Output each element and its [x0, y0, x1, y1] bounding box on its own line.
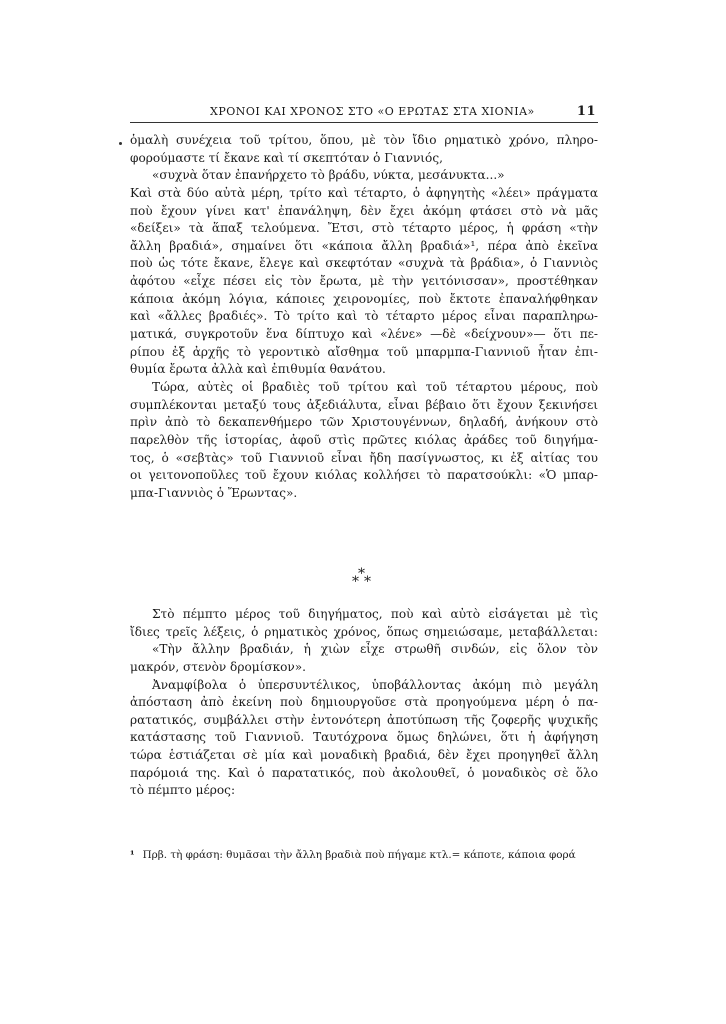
- text-line: Ἀναμφίβολα ὁ ὑπερσυντέλικος, ὑποβάλλοντας ἀκόμη πιὸ μεγάλη: [152, 677, 598, 692]
- text-line: ποὺ ὡς τότε ἔκανε, ἔλεγε καὶ σκεφτόταν «συχνὰ τὰ βράδια», ὁ Γιαννιὸς: [130, 256, 598, 271]
- section-one-text: [130, 132, 598, 502]
- footnote-mark: ¹: [130, 849, 135, 861]
- text-line: «δείξει» τὰ ἅπαξ τελούμενα. Ἔτσι, στὸ τέταρτο μέρος, ἡ φράση «τὴν: [130, 221, 598, 236]
- asterisk: *: [364, 574, 371, 590]
- text-line: Στὸ πέμπτο μέρος τοῦ διηγήματος, ποὺ καὶ αὐτὸ εἰσάγεται μὲ τὶς: [152, 607, 598, 621]
- text-line: ἴδιες τρεῖς λέξεις, ὁ ρηματικὸς χρόνος, ὅπως σημειώσαμε, μεταβάλλεται:: [130, 624, 598, 639]
- section-break-asterism: [350, 568, 380, 590]
- text-line: παρελθὸν τῆς ἱστορίας, ἀφοῦ στὶς πρῶτες κιόλας ἀράδες τοῦ διηγήμα-: [130, 432, 598, 447]
- text-line: φορούμαστε τί ἔκανε καὶ τί σκεπτόταν ὁ Γιαννιός,: [130, 150, 443, 165]
- text-line: ρατατικός, συμβάλλει στὴν ἐντονότερη ἀποτύπωση τῆς ζοφερῆς ψυχικῆς: [130, 712, 598, 727]
- quotation-line: μακρόν, στενὸν δρομίσκον».: [130, 659, 307, 674]
- text-line: πρὶν ἀπὸ τὸ δεκαπενθήμερο τῶν Χριστουγέννων, δηλαδή, ἀνήκουν στὸ: [130, 415, 598, 430]
- text-line: καὶ «ἄλλες βραδιές». Τὸ τρίτο καὶ τὸ τέταρτο μέρος εἶναι παραπληρω-: [130, 309, 598, 324]
- quotation-line: «συχνὰ ὅταν ἐπανήρχετο τὸ βράδυ, νύκτα, μεσάνυκτα...»: [152, 168, 505, 183]
- text-line: κατάστασης τοῦ Γιαννιοῦ. Ταυτόχρονα ὅμως δηλώνει, ὅτι ἡ ἀφήγηση: [130, 730, 598, 745]
- asterisk: *: [358, 566, 365, 582]
- text-line: Τώρα, αὐτὲς οἱ βραδιὲς τοῦ τρίτου καὶ τοῦ τέταρτου μέρους, ποὺ: [152, 379, 598, 394]
- text-line: τώρα ἑστιάζεται σὲ μία καὶ μοναδικὴ βραδιά, δὲν ἔχει προηγηθεῖ ἄλλη: [130, 748, 598, 763]
- quotation-line: «Τὴν ἄλλην βραδιάν, ἡ χιὼν εἶχε στρωθῆ σινδών, εἰς ὅλον τὸν: [152, 642, 598, 657]
- text-line: Καὶ στὰ δύο αὐτὰ μέρη, τρίτο καὶ τέταρτο, ὁ ἀφηγητὴς «λέει» πράγματα: [130, 185, 598, 200]
- text-line: παρόμοιά της. Καὶ ὁ παρατατικός, ποὺ ἀκολουθεῖ, ὁ μοναδικὸς σὲ ὅλο: [130, 765, 598, 780]
- footnote: [130, 849, 600, 861]
- asterisk: *: [352, 574, 359, 590]
- text-line: συμπλέκονται μεταξύ τους ἀξεδιάλυτα, εἶναι βέβαιο ὅτι ἔχουν ξεκινήσει: [130, 397, 598, 412]
- running-title: ΧΡΟΝΟΙ ΚΑΙ ΧΡΟΝΟΣ ΣΤΟ «Ο ΕΡΩΤΑΣ ΣΤΑ ΧΙΟΝΙΑ»: [210, 105, 535, 118]
- running-header: [130, 104, 596, 122]
- text-line: τὸ πέμπτο μέρος:: [130, 783, 236, 798]
- footnote-text: Πρβ. τὴ φράση: θυμᾶσαι τὴν ἄλλη βραδιὰ ποὺ πήγαμε κτλ.= κάποτε, κάποια φορά: [142, 849, 576, 861]
- header-rule: [130, 122, 598, 123]
- section-two-text: [130, 606, 598, 800]
- text-line: ματικά, συγκροτοῦν ἕνα δίπτυχο καὶ «λένε» —δὲ «δείχνουν»— ὅτι πε-: [130, 327, 598, 342]
- text-line: κάποια ἀκόμη λόγια, κάποιες χειρονομίες, ποὺ ἔκτοτε ἐπαναλήφθηκαν: [130, 291, 598, 306]
- page-number: 11: [576, 104, 596, 119]
- text-line: μπα-Γιαννιὸς ὁ Ἔρωντας».: [130, 485, 298, 500]
- text-line: θυμία ἔρωτα ἀλλὰ καὶ ἐπιθυμία θανάτου.: [130, 362, 386, 377]
- text-line: οι γειτονοποῦλες τοῦ ἔχουν κιόλας κολλήσει τὸ παρατσούκλι: «Ὁ μπαρ-: [130, 468, 598, 483]
- text-line: τος, ὁ «σεβτὰς» τοῦ Γιαννιοῦ εἶναι ἤδη πασίγνωστος, κι ἐξ αἰτίας του: [130, 450, 598, 465]
- text-line: ρίπου ἐξ ἀρχῆς τὸ γεροντικὸ αἴσθημα τοῦ μπαρμπα-Γιαννιοῦ ἦταν ἐπι-: [130, 344, 598, 359]
- text-line: ἀπόσταση ἀπὸ ἐκείνη ποὺ δημιουργοῦσε στὰ προηγούμενα μέρη ὁ πα-: [130, 695, 598, 710]
- text-line: ποὺ ἔχουν γίνει κατ' ἐπανάληψη, δὲν ἔχει ἀκόμη φτάσει στὸ νὰ μᾶς: [130, 203, 598, 218]
- text-line: ἀφότου «εἶχε πέσει εἰς τὸν ἔρωτα, μὲ τὴν γειτόνισσαν», προστέθηκαν: [130, 274, 598, 289]
- text-line: ὁμαλὴ συνέχεια τοῦ τρίτου, ὅπου, μὲ τὸν ἴδιο ρηματικὸ χρόνο, πληρο-: [130, 133, 598, 147]
- text-line: ἄλλη βραδιά», σημαίνει ὅτι «κάποια ἄλλη βραδιά»¹, πέρα ἀπὸ ἐκεῖνα: [130, 238, 598, 253]
- margin-mark: [119, 142, 122, 145]
